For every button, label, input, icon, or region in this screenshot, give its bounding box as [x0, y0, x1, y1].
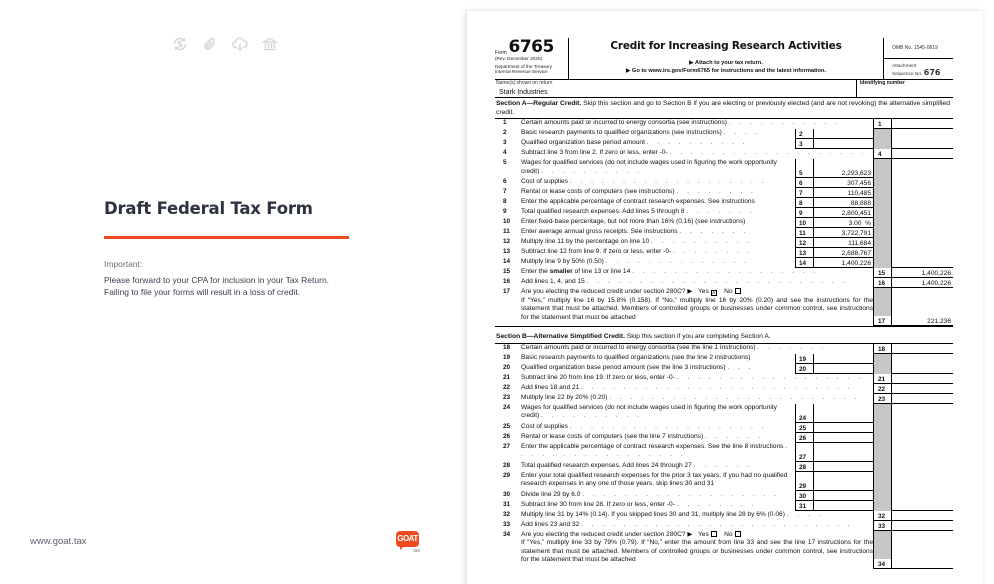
line-box-number: 10 [795, 218, 813, 228]
line-5-amount[interactable]: 2,293,623 [813, 159, 873, 178]
line-box-number: 19 [795, 354, 813, 364]
line-box-number: 22 [873, 384, 891, 394]
line-34-no-checkbox[interactable] [735, 531, 741, 537]
line-box-number: 15 [873, 268, 891, 278]
line-desc: Add lines 23 and 32 . . . . . . . . . . . . . . . . . . . . . . . . . . [521, 520, 854, 528]
paperclip-icon[interactable] [202, 36, 218, 52]
line-number: 10 [503, 218, 511, 225]
shaded-cell [873, 139, 891, 149]
line-box-number: 14 [795, 258, 813, 268]
line-box-number: 30 [795, 491, 813, 501]
shaded-cell [873, 443, 891, 462]
form-line-29 [495, 472, 953, 491]
line-10-amount[interactable]: 3.00 % [813, 218, 873, 228]
blank-cell [891, 443, 953, 462]
shaded-cell [873, 472, 891, 491]
line-number: 5 [503, 159, 507, 166]
line-17-amount[interactable]: 221,236 [891, 288, 953, 326]
line-31-amount[interactable] [813, 501, 873, 511]
left-panel [0, 0, 465, 584]
shaded-cell [873, 178, 891, 188]
line-desc: Multiply line 31 by 14% (0.14). If you skipped lines 30 and 31, multiply line 28 by 6% (0.06) . . . . [521, 510, 825, 518]
line-number: 32 [503, 510, 511, 518]
line-desc: Subtract line 30 from line 28. If zero or less, enter -0- . . . . . . . . [521, 500, 757, 508]
line-23-amount[interactable] [891, 394, 953, 404]
line-number: 27 [503, 442, 511, 450]
line-number: 20 [503, 363, 511, 371]
line-15-amount[interactable]: 1,400,226 [891, 268, 953, 278]
shaded-cell [873, 198, 891, 208]
line-3-amount[interactable] [813, 139, 873, 149]
line-1-amount[interactable] [891, 119, 953, 129]
cloud-download-icon[interactable] [232, 36, 248, 52]
section-a-title: Section A—Regular Credit. [496, 100, 582, 107]
line-desc: Total qualified research expenses. Add lines 24 through 27 . . . . . . [521, 461, 753, 469]
line-number: 7 [503, 188, 507, 195]
form-line-5 [495, 159, 953, 178]
line-number: 6 [503, 178, 507, 185]
line-desc: Wages for qualified services (do not include wages used in figuring the work opportunity credit) . . . . . . . . . . [521, 159, 777, 175]
line-box-number: 28 [795, 462, 813, 472]
blank-cell [891, 501, 953, 511]
line-8-amount[interactable]: 88,888 [813, 198, 873, 208]
form-line-31 [495, 501, 953, 511]
line-desc: Qualified organization base period amount . . . . . . . . . . [521, 139, 749, 146]
form-line-7 [495, 188, 953, 198]
blank-cell [891, 258, 953, 268]
note-line-1: Please forward to your CPA for inclusion in your Tax Return. [104, 275, 330, 285]
line-12-amount[interactable]: 111,684 [813, 238, 873, 248]
line-desc: Enter the smaller of line 13 or line 14 . . . . . . . . . . . . . . . . . . [521, 268, 819, 275]
footer-url[interactable]: www.goat.tax [30, 536, 87, 547]
line-7-amount[interactable]: 110,485 [813, 188, 873, 198]
line-box-number: 9 [795, 208, 813, 218]
form-line-10 [495, 218, 953, 228]
line-33-amount[interactable] [891, 521, 953, 531]
line-18-amount[interactable] [891, 344, 953, 354]
bank-icon[interactable] [262, 36, 278, 52]
line-box-number: 27 [795, 443, 813, 462]
form-line-14 [495, 258, 953, 268]
line-box-number: 23 [873, 394, 891, 404]
shaded-cell [873, 433, 891, 443]
blank-cell [891, 218, 953, 228]
form-line-24 [495, 404, 953, 423]
form-line-1 [495, 119, 953, 129]
shaded-cell [873, 354, 891, 364]
shaded-cell [873, 208, 891, 218]
line-desc: Enter the applicable percentage of contract research expenses. See the line 8 instructions . . . . . . . . . . . . . . . . . [521, 442, 791, 458]
shaded-cell [873, 423, 891, 433]
section-a-text: Skip this section and go to Section B if you are electing or previously elected (and are not revoking) the alternative simplified credit. [496, 100, 950, 116]
form-line-32 [495, 511, 953, 521]
line-box-number: 2 [795, 129, 813, 139]
form-line-9 [495, 208, 953, 218]
line-box-number: 6 [795, 178, 813, 188]
form-revision: (Rev. December 2020) [495, 56, 543, 61]
blank-cell [891, 404, 953, 423]
shaded-cell [873, 462, 891, 472]
form-line-3 [495, 139, 953, 149]
name-label: Name(s) shown on return [496, 80, 553, 86]
line-17-no-checkbox[interactable] [735, 288, 741, 294]
line-desc: Multiply line 11 by the percentage on line 10 . . . . . . . . . . [521, 238, 753, 245]
line-19-amount[interactable] [813, 354, 873, 364]
line-29-amount[interactable] [813, 472, 873, 491]
line-25-amount[interactable] [813, 423, 873, 433]
form-line-8 [495, 198, 953, 208]
line-number: 8 [503, 198, 507, 205]
line-number: 11 [503, 228, 510, 235]
line-16-amount[interactable]: 1,400,226 [891, 278, 953, 288]
attachment-label: Attachment [892, 64, 917, 69]
form-instruction-1: ▶ Attach to your tax return. [689, 60, 763, 66]
line-box-number: 26 [795, 433, 813, 443]
blank-cell [891, 248, 953, 258]
line-number: 28 [503, 461, 511, 469]
blank-cell [891, 178, 953, 188]
line-desc: Qualified organization base period amount (see the line 3 instructions) . . . [521, 363, 755, 371]
line-20-amount[interactable] [813, 364, 873, 374]
line-desc: Cost of supplies . . . . . . . . . . . . . . . . . . . [521, 422, 768, 430]
line-box-number: 32 [873, 511, 891, 521]
line-desc: Multiply line 22 by 20% (0.20) . . . . . . . . . . . . . . . . . . . . . . . . [521, 393, 860, 401]
form-title-block [569, 38, 883, 79]
line-box-number: 33 [873, 521, 891, 531]
shaded-cell [873, 501, 891, 511]
shaded-cell [873, 531, 891, 559]
blank-cell [891, 472, 953, 491]
page-title: Draft Federal Tax Form [104, 199, 313, 218]
line-14-amount[interactable]: 1,400,226 [813, 258, 873, 268]
section-b-header [495, 331, 953, 344]
form-omb-block [883, 38, 953, 79]
line-number: 26 [503, 432, 511, 440]
blank-cell [891, 491, 953, 501]
form-line-23 [495, 394, 953, 404]
shaded-cell [873, 364, 891, 374]
line-desc: Rental or lease costs of computers (see the line 7 instructions) . . . . . . [521, 432, 764, 440]
form-dept-1: Department of the Treasury [495, 63, 553, 69]
line-13-amount[interactable]: 2,688,767 [813, 248, 873, 258]
line-desc: Divide line 29 by 6.0 . . . . . . . . . . . . . . . . . . . [521, 490, 780, 498]
form-line-27 [495, 443, 953, 462]
line-desc: Certain amounts paid or incurred to energy consortia (see instructions) . . . . . . . . . . . [521, 119, 841, 126]
form-header [495, 38, 953, 80]
shaded-cell [873, 288, 891, 316]
shaded-cell [873, 159, 891, 178]
form-line-6 [495, 178, 953, 188]
line-desc: Subtract line 3 from line 2. If zero or less, enter -0- . . . . . . . . . . . . . . . . . . . [521, 149, 867, 156]
line-desc: Enter the applicable percentage of contract research expenses. See instructions [521, 198, 755, 205]
line-box-number: 11 [795, 228, 813, 238]
line-number: 9 [503, 208, 507, 215]
line-21-amount[interactable] [891, 374, 953, 384]
form-line-13 [495, 248, 953, 258]
line-27-amount[interactable] [813, 443, 873, 462]
line-number: 21 [503, 373, 511, 381]
line-desc: Wages for qualified services (do not include wages used in figuring the work opportunity credit) . . . . . . . . . . [521, 403, 777, 419]
line-box-number: 34 [873, 559, 891, 569]
sequence-number: 676 [923, 67, 941, 77]
shaded-cell [873, 258, 891, 268]
form-line-30 [495, 491, 953, 501]
line-17-yes-checkbox[interactable]: X [711, 290, 716, 296]
line-number: 14 [503, 258, 511, 265]
line-number: 34 [503, 530, 511, 538]
line-desc: Certain amounts paid or incurred to energy consortia (see the line 1 instructions) . . . . . . . [521, 343, 827, 351]
form-6765 [495, 38, 953, 569]
line-number: 12 [503, 238, 511, 245]
note-text [104, 274, 364, 298]
line-box-number: 8 [795, 198, 813, 208]
line-box-number: 24 [795, 404, 813, 423]
line-34-box-col [873, 531, 891, 569]
form-id-block [495, 38, 569, 79]
line-number: 2 [503, 129, 507, 136]
line-desc: Enter your total qualified research expenses for the prior 3 tax years. If you had no qualified research expenses in any one of those years, skip lines 30 and 31 [521, 471, 788, 487]
form-line-28 [495, 462, 953, 472]
line-desc: Are you electing the reduced credit under section 280C? ▶ Yes No If “Yes,” multiply line 33 by 79% (0.79). If “No,” enter the amount from line 33 and see the line 17 instructions for the statement that must be attached. Members of controlled groups or businesses under common control, see instructions for the statement that must be attached [521, 530, 873, 563]
line-desc: Add lines 18 and 21 . . . . . . . . . . . . . . . . . . . . . . . . . . [521, 383, 854, 391]
blank-cell [891, 159, 953, 178]
line-number: 16 [503, 278, 511, 285]
blank-cell [891, 433, 953, 443]
line-22-amount[interactable] [891, 384, 953, 394]
line-box-number: 4 [873, 149, 891, 159]
shaded-cell [873, 188, 891, 198]
name-field[interactable] [495, 80, 856, 97]
blank-cell [891, 364, 953, 374]
shaded-cell [873, 129, 891, 139]
form-title: Credit for Increasing Research Activities [610, 40, 842, 52]
line-2-amount[interactable] [813, 129, 873, 139]
section-b-title: Section B—Alternative Simplified Credit. [496, 333, 625, 340]
name-row [495, 80, 953, 98]
blank-cell [891, 188, 953, 198]
line-box-number: 16 [873, 278, 891, 288]
line-box-number: 18 [873, 344, 891, 354]
shaded-cell [873, 218, 891, 228]
line-number: 31 [503, 500, 511, 508]
identifying-number-field[interactable] [856, 80, 953, 97]
shaded-cell [873, 248, 891, 258]
line-box-number: 25 [795, 423, 813, 433]
dollar-refresh-icon[interactable] [172, 36, 188, 52]
line-desc: Cost of supplies . . . . . . . . . . . . . . . . . . . [521, 178, 768, 185]
line-number: 1 [503, 119, 507, 126]
form-line-15 [495, 268, 953, 278]
line-box-number: 3 [795, 139, 813, 149]
blank-cell [891, 208, 953, 218]
line-number: 25 [503, 422, 511, 430]
line-number: 33 [503, 520, 511, 528]
form-dept-2: Internal Revenue Service [495, 69, 548, 75]
line-box-number: 21 [873, 374, 891, 384]
line-box-number: 12 [795, 238, 813, 248]
attachment-sequence [884, 59, 953, 77]
form-document [467, 11, 983, 584]
line-6-amount[interactable]: 307,456 [813, 178, 873, 188]
shaded-cell [873, 404, 891, 423]
shaded-cell [873, 491, 891, 501]
line-9-amount[interactable]: 2,800,451 [813, 208, 873, 218]
line-number: 4 [503, 149, 507, 156]
line-number: 30 [503, 490, 511, 498]
line-number: 23 [503, 393, 511, 401]
line-4-amount[interactable] [891, 149, 953, 159]
line-desc: Basic research payments to qualified organizations (see instructions) . . . . [521, 129, 762, 136]
form-line-33 [495, 521, 953, 531]
form-line-21 [495, 374, 953, 384]
blank-cell [891, 198, 953, 208]
line-box-number: 17 [873, 316, 891, 326]
line-desc: Add lines 1, 4, and 15 . . . . . . . . . . . . . . . . . . . . . . . . . [521, 278, 848, 285]
note-line-2: Failing to file your forms will result in a loss of credit. [104, 287, 301, 297]
form-line-16 [495, 278, 953, 288]
logo-bubble: GOAT [396, 531, 419, 547]
line-number: 17 [503, 288, 511, 295]
line-number: 29 [503, 471, 511, 479]
blank-cell [891, 462, 953, 472]
line-box-number: 5 [795, 159, 813, 178]
line-desc: Subtract line 20 from line 19. If zero or less, enter -0- . . . . . . . . . . . . . . . . . . [521, 373, 864, 381]
section-a-header [495, 98, 953, 119]
line-number: 15 [503, 268, 511, 275]
line-box-number: 1 [873, 119, 891, 129]
blank-cell [891, 423, 953, 433]
line-number: 22 [503, 383, 511, 391]
blank-cell [891, 238, 953, 248]
line-desc: Basic research payments to qualified organizations (see the line 2 instructions) [521, 353, 751, 361]
line-28-amount[interactable] [813, 462, 873, 472]
line-11-amount[interactable]: 3,722,791 [813, 228, 873, 238]
form-number: 6765 [508, 37, 554, 57]
omb-number: OMB No. 1545-0619 [884, 38, 953, 59]
line-box-number: 31 [795, 501, 813, 511]
line-32-amount[interactable] [891, 511, 953, 521]
form-word: Form [495, 50, 507, 56]
form-line-4 [495, 149, 953, 159]
blank-cell [891, 139, 953, 149]
section-b-text: Skip this section if you are completing Section A. [624, 333, 771, 340]
line-desc: Rental or lease costs of computers (see instructions) . . . . . . . . [521, 188, 757, 195]
logo-sub: .tax [411, 548, 420, 554]
line-desc: Are you electing the reduced credit under section 280C? ▶ Yes X No If “Yes,” multiply line 16 by 15.8% (0.158). If “No,” multiply line 16 by 20% (0.20) and see the instructions for the statement that must be attached. Members of controlled groups or businesses under common control, see instructions for the statement that must be attached [521, 288, 873, 321]
line-34-amount[interactable] [891, 531, 953, 569]
line-box-number: 13 [795, 248, 813, 258]
blank-cell [891, 129, 953, 139]
line-24-amount[interactable] [813, 404, 873, 423]
form-line-22 [495, 384, 953, 394]
identifying-number-label: Identifying number [860, 80, 905, 86]
line-desc: Multiply line 9 by 50% (0.50) . . . . . . . . . . . . . . [521, 258, 750, 265]
line-number: 13 [503, 248, 511, 255]
line-box-number: 20 [795, 364, 813, 374]
blank-cell [891, 354, 953, 364]
line-box-number: 29 [795, 472, 813, 491]
line-desc: Subtract line 12 from line 9. If zero or less, enter -0- . . . . . . . . [521, 248, 754, 255]
line-desc: Total qualified research expenses. Add lines 5 through 8 . . . . . . . [521, 208, 756, 215]
form-line-18 [495, 344, 953, 354]
line-number: 3 [503, 139, 507, 146]
form-line-34 [495, 531, 953, 569]
note-label: Important: [104, 259, 143, 269]
line-17-box-col [873, 288, 891, 326]
shaded-cell [873, 238, 891, 248]
line-number: 19 [503, 353, 511, 361]
line-box-number: 7 [795, 188, 813, 198]
line-desc: Enter fixed-base percentage, but not more than 16% (0.16) (see instructions) [521, 218, 746, 225]
line-26-amount[interactable] [813, 433, 873, 443]
goat-logo [396, 531, 420, 554]
form-line-20 [495, 364, 953, 374]
toolbar [172, 36, 278, 52]
line-number: 18 [503, 343, 511, 351]
blank-cell [891, 228, 953, 238]
form-line-2 [495, 129, 953, 139]
shaded-cell [873, 228, 891, 238]
line-desc: Enter average annual gross receipts. See instructions . . . . . . . [521, 228, 749, 235]
sequence-label: Sequence No. [892, 71, 923, 77]
title-divider [104, 236, 349, 239]
form-line-17 [495, 288, 953, 326]
line-34-yes-checkbox[interactable] [711, 531, 717, 537]
line-30-amount[interactable] [813, 491, 873, 501]
form-line-11 [495, 228, 953, 238]
line-number: 24 [503, 403, 511, 411]
form-line-19 [495, 354, 953, 364]
form-line-12 [495, 238, 953, 248]
form-line-25 [495, 423, 953, 433]
name-value: Stark Industries [499, 89, 548, 96]
form-instruction-2: ▶ Go to www.irs.gov/Form6765 for instructions and the latest information. [625, 68, 827, 74]
form-line-26 [495, 433, 953, 443]
